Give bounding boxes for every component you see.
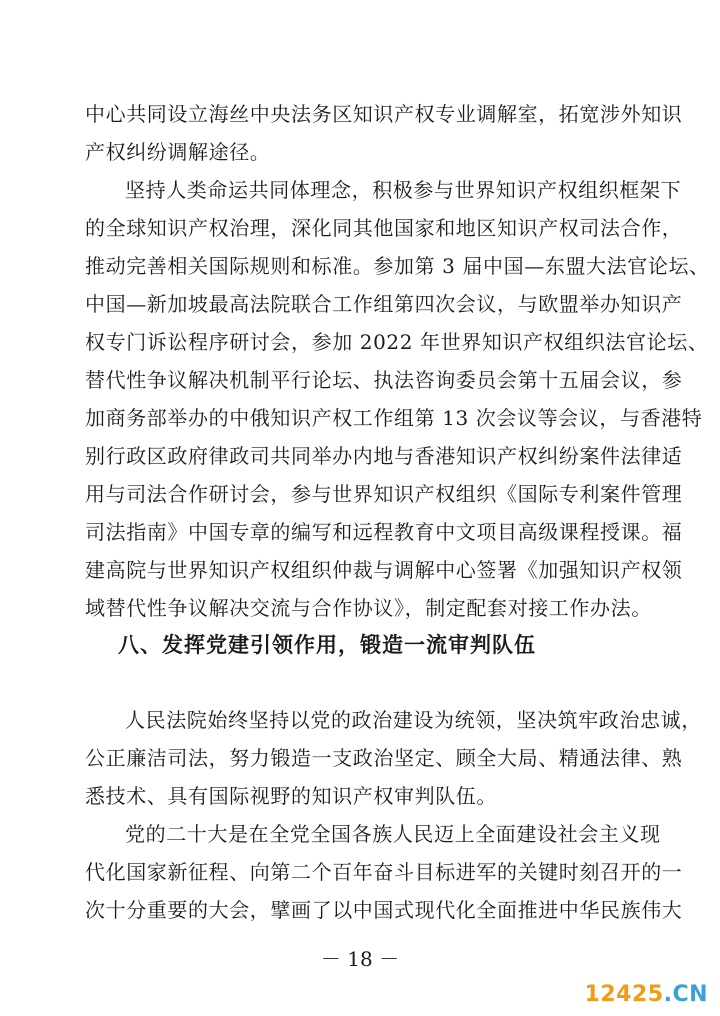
text-line: 域替代性争议解决交流与合作协议》，制定配套对接工作办法。 bbox=[85, 596, 652, 620]
site-watermark bbox=[585, 982, 708, 1008]
text-line: 建高院与世界知识产权组织仲裁与调解中心签署《加强知识产权领 bbox=[85, 558, 683, 582]
text-line: 悉技术、具有国际视野的知识产权审判队伍。 bbox=[85, 784, 497, 808]
text-line: 中心共同设立海丝中央法务区知识产权专业调解室，拓宽涉外知识 bbox=[85, 102, 683, 126]
text-line: 公正廉洁司法，努力锻造一支政治坚定、顾全大局、精通法律、熟 bbox=[85, 746, 683, 770]
watermark-number: 12425 bbox=[584, 982, 664, 1007]
text-line: 的全球知识产权治理，深化同其他国家和地区知识产权司法合作， bbox=[85, 216, 683, 240]
text-line: 坚持人类命运共同体理念，积极参与世界知识产权组织框架下 bbox=[125, 178, 682, 202]
watermark-dot: . bbox=[663, 982, 673, 1007]
text-line: 别行政区政府律政司共同举办内地与香港知识产权纠纷案件法律适 bbox=[85, 444, 683, 468]
text-line: 产权纠纷调解途径。 bbox=[85, 140, 271, 164]
section-heading: 八、发挥党建引领作用，锻造一流审判队伍 bbox=[118, 633, 536, 657]
text-line: 推动完善相关国际规则和标准。参加第 3 届中国—东盟大法官论坛、 bbox=[85, 254, 710, 278]
text-line: 加商务部举办的中俄知识产权工作组第 13 次会议等会议，与香港特 bbox=[85, 406, 703, 430]
watermark-suffix: CN bbox=[672, 982, 708, 1007]
text-line: 中国—新加坡最高法院联合工作组第四次会议，与欧盟举办知识产 bbox=[85, 292, 683, 316]
text-line: 权专门诉讼程序研讨会，参加 2022 年世界知识产权组织法官论坛、 bbox=[85, 330, 709, 354]
text-line: 代化国家新征程、向第二个百年奋斗目标进军的关键时刻召开的一 bbox=[85, 860, 683, 884]
text-line: 人民法院始终坚持以党的政治建设为统领，坚决筑牢政治忠诚， bbox=[125, 708, 702, 732]
text-line: 用与司法合作研讨会，参与世界知识产权组织《国际专利案件管理 bbox=[85, 482, 683, 506]
page-number: － 18 － bbox=[320, 947, 400, 971]
text-line: 司法指南》中国专章的编写和远程教育中文项目高级课程授课。福 bbox=[85, 520, 683, 544]
text-line: 次十分重要的大会，擘画了以中国式现代化全面推进中华民族伟大 bbox=[85, 898, 683, 922]
text-line: 党的二十大是在全党全国各族人民迈上全面建设社会主义现 bbox=[125, 822, 661, 846]
text-line: 替代性争议解决机制平行论坛、执法咨询委员会第十五届会议，参 bbox=[85, 368, 683, 392]
